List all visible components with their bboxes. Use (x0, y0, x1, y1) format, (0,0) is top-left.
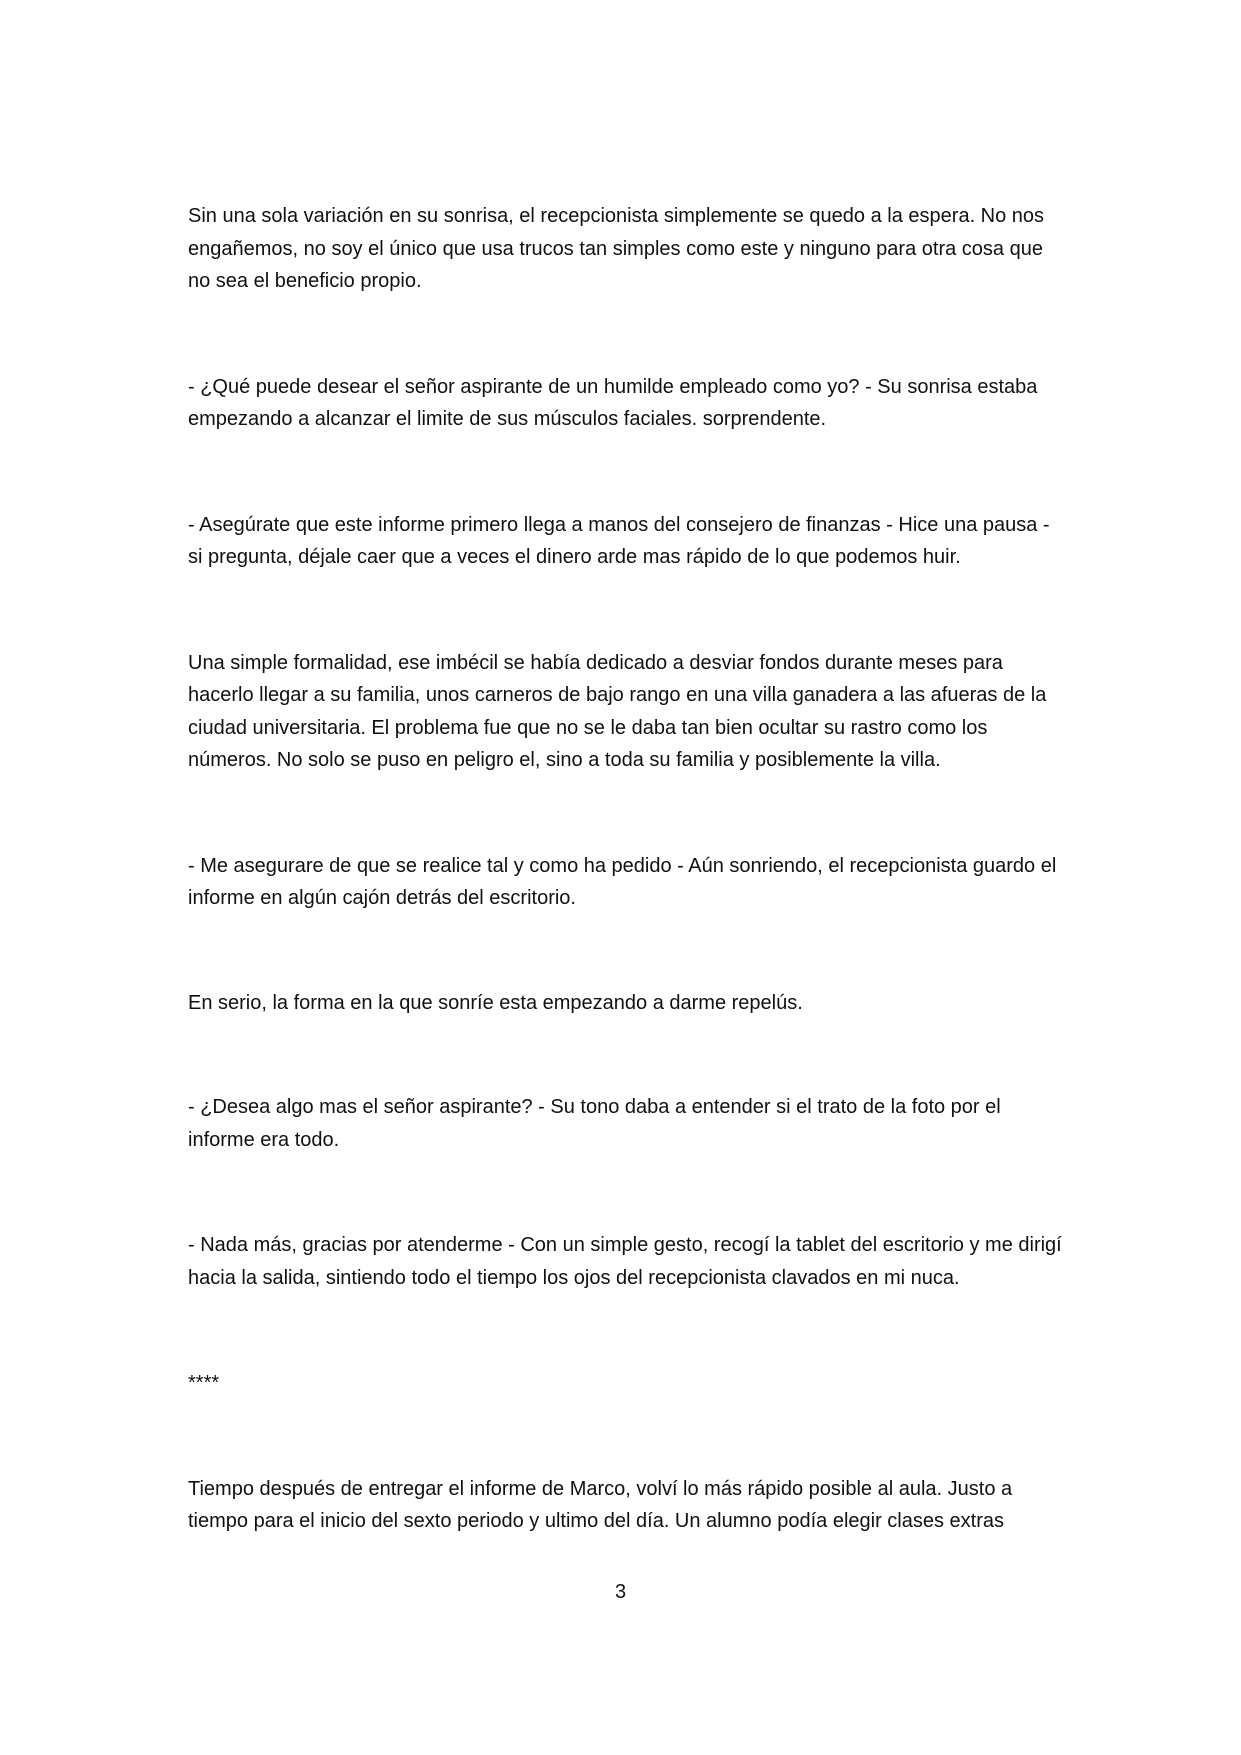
paragraph-2: - ¿Qué puede desear el señor aspirante de un humilde empleado como yo? - Su sonrisa estaba empezando a alcanzar el limite de sus músculos faciales. sorprendente. (188, 375, 1038, 430)
paragraph-4: Una simple formalidad, ese imbécil se había dedicado a desviar fondos durante meses para hacerlo llegar a su familia, unos carneros de bajo rango en una villa ganadera a las afueras de la ciudad universitaria. El problema fue que no se le daba tan bien ocultar su rastro como los números. No solo se puso en peligro el, sino a toda su familia y posiblemente la villa. (188, 651, 1047, 771)
paragraph-3: - Asegúrate que este informe primero llega a manos del consejero de finanzas - Hice una pausa - si pregunta, déjale caer que a veces el dinero arde mas rápido de lo que podemos huir. (188, 513, 1050, 568)
paragraph-9: Tiempo después de entregar el informe de Marco, volví lo más rápido posible al aula. Justo a tiempo para el inicio del sexto periodo y ultimo del día. Un alumno podía elegir clases extras (188, 1477, 1013, 1532)
page-number: 3 (614, 1581, 627, 1603)
paragraph-5: - Me asegurare de que se realice tal y como ha pedido - Aún sonriendo, el recepcionista guardo el informe en algún cajón detrás del escritorio. (188, 854, 1057, 909)
scene-break: **** (188, 1372, 220, 1394)
paragraph-8: - Nada más, gracias por atenderme - Con un simple gesto, recogí la tablet del escritorio y me dirigí hacia la salida, sintiendo todo el tiempo los ojos del recepcionista clavados en mi nuca. (188, 1234, 1062, 1289)
document-body (188, 200, 1063, 1538)
paragraph-1: Sin una sola variación en su sonrisa, el recepcionista simplemente se quedo a la espera. No nos engañemos, no soy el único que usa trucos tan simples como este y ninguno para otra cosa que no sea el beneficio propio. (188, 205, 1045, 292)
paragraph-6: En serio, la forma en la que sonríe esta empezando a darme repelús. (188, 991, 803, 1014)
paragraph-7: - ¿Desea algo mas el señor aspirante? - Su tono daba a entender si el trato de la foto por el informe era todo. (188, 1096, 1001, 1151)
